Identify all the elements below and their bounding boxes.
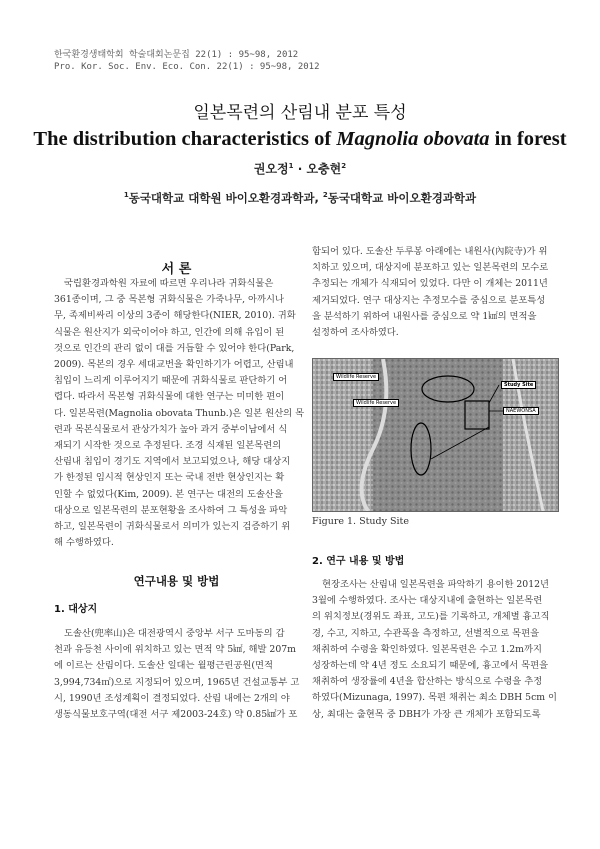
text-line: 침입이 느리게 이루어지기 때문에 귀화식물로 판단하기 어 [54, 375, 288, 387]
intro-text [54, 276, 305, 551]
text-line: 무, 족제비싸리 이상의 3종이 해당한다(NIER, 2010). 귀화 [54, 310, 296, 322]
survey-text [312, 577, 557, 723]
text-line: 재되기 시작한 것으로 추정된다. 조경 식재된 일본목련의 [54, 440, 282, 452]
methods-heading: 연구내용 및 방법 [133, 574, 220, 588]
text-line: 2009). 목본의 경우 세대교번을 확인하기가 어렵고, 산림내 [54, 359, 294, 371]
wildlife-reserve-label-1: Wildlife Reserve [333, 373, 379, 381]
text-line: 시, 1990년 조성계획이 결정되었다. 산림 내에는 2개의 야 [54, 692, 290, 704]
text-line: 국립환경과학원 자료에 따르면 우리나라 귀화식물은 [64, 278, 274, 289]
text-line: 채취하여 생장률에 4년을 합산하는 방식으로 수령을 추정 [312, 676, 543, 688]
text-line: 다. 일본목련(Magnolia obovata Thunb.)은 일본 원산의 목 [54, 407, 305, 419]
study-site-label: Study Site [501, 381, 536, 389]
text-line: 해 수행하였다. [54, 537, 114, 549]
text-line: 하고, 일본목련이 귀화식물로서 의미가 있는지 검증하기 위 [54, 521, 291, 533]
journal-header-en: Pro. Kor. Soc. Env. Eco. Con. 22(1) : 95~98, 2012 [54, 62, 320, 72]
naewonsa-label: NAEWONSA [503, 407, 539, 415]
text-line: 련과 목본식물로서 관상가치가 높아 과거 중부이남에서 식 [54, 423, 288, 435]
text-line: 의 위치정보(경위도 좌표, 고도)를 기록하고, 개체별 흉고직 [312, 611, 550, 623]
affiliations: $^1$동국대학교 대학원 바이오환경과학과, $^2$동국대학교 바이오환경과학과 [123, 191, 477, 205]
text-line: 3,994,734㎡)으로 지정되어 있으며, 1965년 건설교통부 고 [54, 676, 300, 688]
text-line: 을 분석하기 위하여 내원사를 중심으로 약 1㎢의 면적을 [312, 310, 537, 322]
text-line: 인할 수 없었다(Kim, 2009). 본 연구는 대전의 도솔산을 [54, 488, 283, 500]
title-korean: 일본목련의 산림내 분포 특성 [193, 103, 407, 123]
text-line: 하였다(Mizunaga, 1997). 목편 채취는 최소 DBH 5cm 이 [312, 692, 558, 704]
text-line: 천과 유등천 사이에 위치하고 있는 면적 약 5㎢, 해발 207m [54, 644, 296, 656]
text-line: 생동식물보호구역(대전 서구 제2003-24호) 약 0.85㎢가 포 [54, 709, 298, 721]
text-line: 치하고 있으며, 대상지에 분포하고 있는 일본목련의 모수로 [312, 262, 549, 274]
title-english: The distribution characteristics of Magnolia obovata in forest [33, 128, 567, 150]
text-line: 것으로 인간의 관리 없이 대를 거듭할 수 있어야 한다(Park, [54, 342, 295, 354]
text-line: 성장하는데 약 4년 정도 소요되기 때문에, 흉고에서 목편을 [312, 660, 549, 672]
text-line: 대상으로 일본목련의 분포현황을 조사하여 그 특성을 파악 [54, 504, 288, 516]
intro-heading: 서 론 [161, 262, 192, 277]
journal-header-ko: 한국환경생태학회 학술대회논문집 22(1) : 95~98, 2012 [54, 50, 299, 60]
text-line: 채취하여 수령을 확인하였다. 일본목련은 수고 1.2m까지 [312, 643, 542, 655]
text-line: 가 한정된 임시적 현상인지 또는 국내 전반 현상인지는 확 [54, 472, 285, 484]
site-text-continued [312, 244, 557, 341]
text-line: 식물은 원산지가 외국이어야 하고, 인간에 의해 유입이 된 [54, 326, 285, 338]
site-subheading: 1. 대상지 [54, 604, 98, 615]
text-line: 설정하여 조사하였다. [312, 327, 399, 339]
text-line: 에 이르는 산림이다. 도솔산 일대는 월평근린공원(면적 [54, 660, 273, 672]
text-line: 도솔산(兜率山)은 대전광역시 중앙부 서구 도마동의 갑 [64, 628, 285, 639]
text-line: 함되어 있다. 도솔산 두루봉 아래에는 내원사(內院寺)가 위 [312, 246, 548, 257]
text-line: 상, 최대는 출현목 중 DBH가 가장 큰 개체가 포함되도록 [312, 708, 541, 720]
text-line: 추정되는 개체가 식재되어 있었다. 다만 이 개체는 2011년 [312, 278, 548, 290]
text-line: 경, 수고, 지하고, 수관폭을 측정하고, 선별적으로 목편을 [312, 627, 540, 639]
site-text [54, 626, 300, 723]
text-line: 렵다. 따라서 목본형 귀화식물에 대한 연구는 미미한 편이 [54, 391, 285, 403]
text-line: 현장조사는 산림내 일본목련을 파악하기 용이한 2012년 [322, 579, 550, 590]
figure-caption: Figure 1. Study Site [312, 516, 409, 527]
wildlife-reserve-label-2: Wildlife Reserve [353, 399, 399, 407]
text-line: 3월에 수행하였다. 조사는 대상지내에 출현하는 일본목련 [312, 595, 543, 607]
text-line: 산림내 침입이 경기도 지역에서 보고되었으나, 해당 대상지 [54, 456, 291, 468]
authors: 권오정$^1$ · 오충현$^2$ [253, 162, 347, 176]
text-line: 361종이며, 그 중 목본형 귀화식물은 가죽나무, 아까시나 [54, 294, 284, 306]
text-line: 제거되었다. 연구 대상지는 추정모수를 중심으로 분포특성 [312, 294, 546, 306]
study-site-map [312, 358, 559, 512]
survey-heading: 2. 연구 내용 및 방법 [312, 556, 405, 567]
